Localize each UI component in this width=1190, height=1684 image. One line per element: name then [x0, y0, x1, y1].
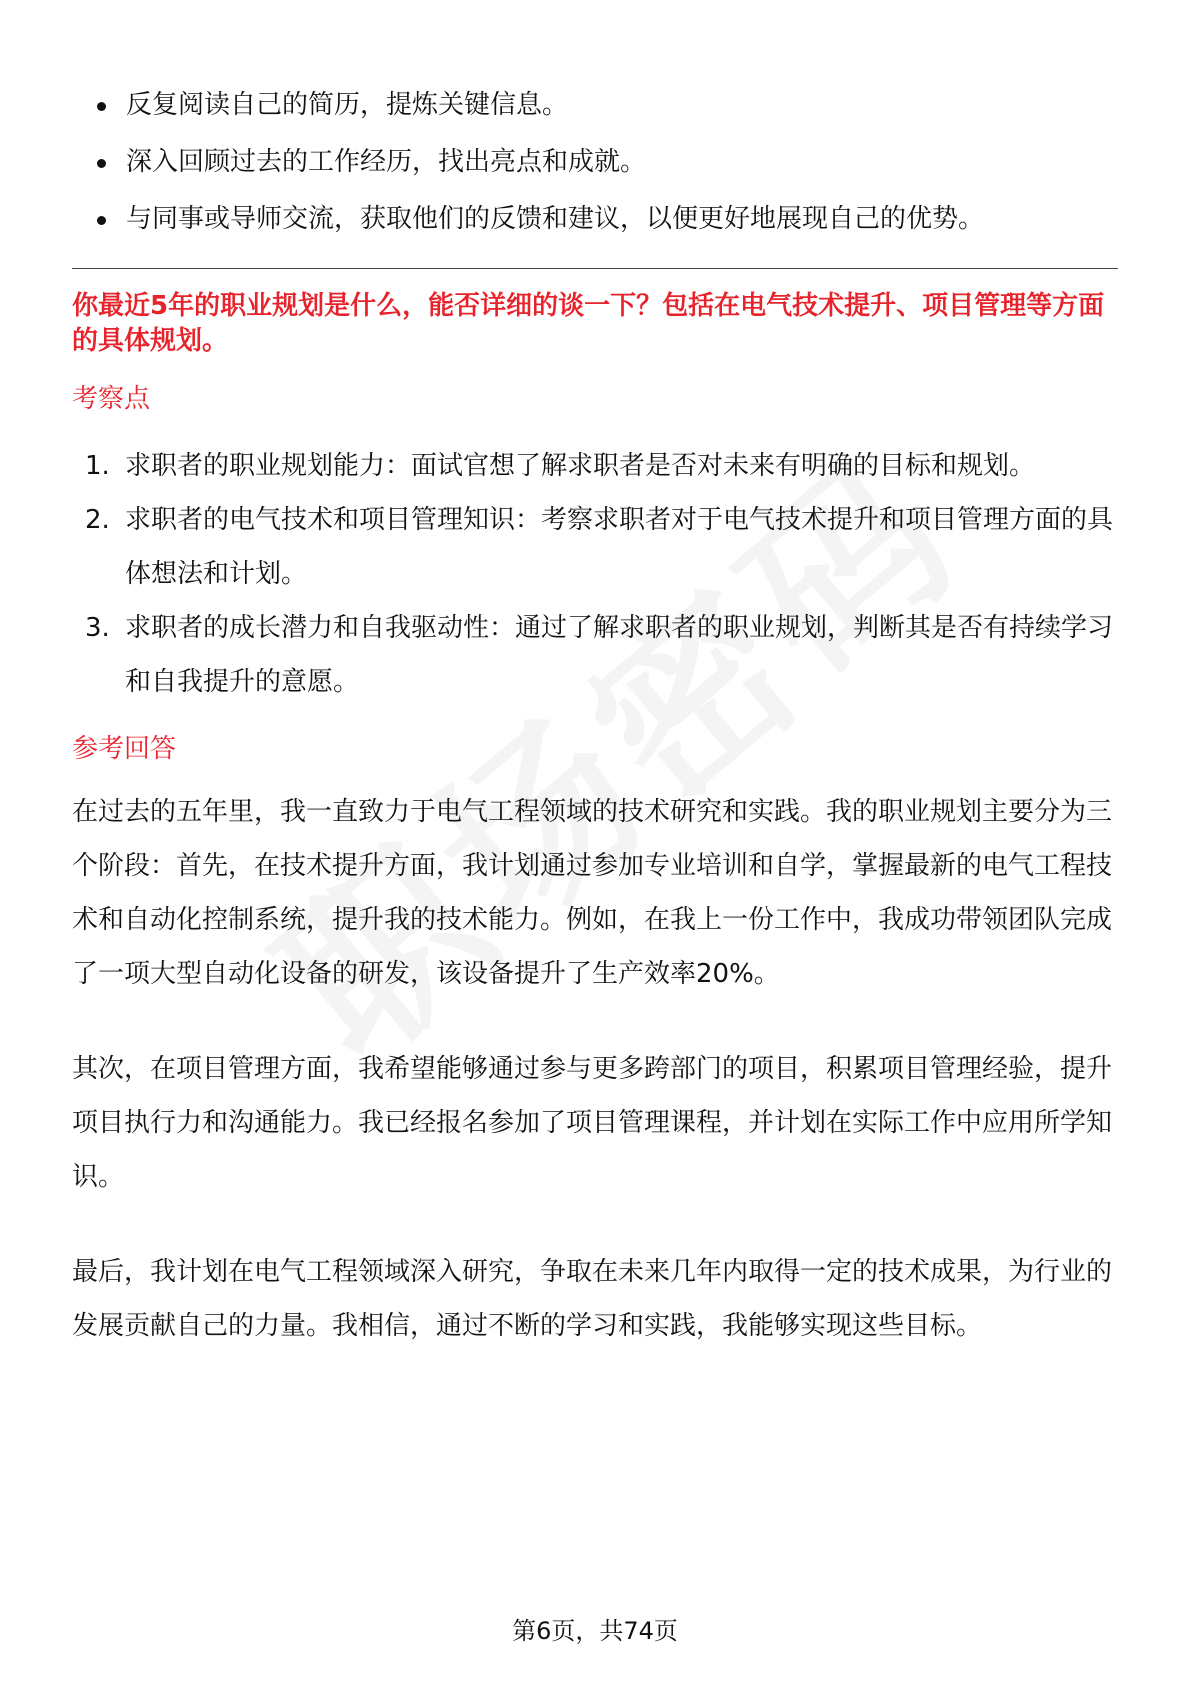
tips-list	[72, 86, 1118, 238]
focus-list	[72, 439, 1118, 709]
page-number: 第6页，共74页	[512, 1617, 678, 1645]
answer-paragraph: 在过去的五年里，我一直致力于电气工程领域的技术研究和实践。我的职业规划主要分为三个阶段：首先，在技术提升方面，我计划通过参加专业培训和自学，掌握最新的电气工程技术和自动化控制系统，提升我的技术能力。例如，在我上一份工作中，我成功带领团队完成了一项大型自动化设备的研发，该设备提升了生产效率20%。	[72, 797, 1113, 989]
document-page	[72, 86, 1118, 1353]
bullet-icon	[97, 159, 106, 168]
list-item-text: 与同事或导师交流，获取他们的反馈和建议，以便更好地展现自己的优势。	[126, 204, 985, 234]
list-item-text: 反复阅读自己的简历，提炼关键信息。	[126, 90, 569, 120]
list-item-text: 求职者的电气技术和项目管理知识：考察求职者对于电气技术提升和项目管理方面的具体想法和计划。	[125, 505, 1114, 589]
list-number: 1.	[85, 451, 110, 481]
answer-paragraph: 其次，在项目管理方面，我希望能够通过参与更多跨部门的项目，积累项目管理经验，提升项目执行力和沟通能力。我已经报名参加了项目管理课程，并计划在实际工作中应用所学知识。	[72, 1054, 1113, 1192]
answer-heading: 参考回答	[72, 734, 177, 764]
list-item	[72, 200, 1118, 238]
list-number: 3.	[85, 613, 110, 643]
list-number: 2.	[85, 505, 110, 535]
list-item	[72, 601, 1118, 709]
list-item-text: 求职者的成长潜力和自我驱动性：通过了解求职者的职业规划，判断其是否有持续学习和自我提升的意愿。	[125, 613, 1114, 697]
list-item-text: 深入回顾过去的工作经历，找出亮点和成就。	[126, 147, 647, 177]
answer-paragraph: 最后，我计划在电气工程领域深入研究，争取在未来几年内取得一定的技术成果，为行业的发展贡献自己的力量。我相信，通过不断的学习和实践，我能够实现这些目标。	[72, 1257, 1113, 1341]
bullet-icon	[97, 102, 106, 111]
list-item	[72, 143, 1118, 181]
list-item	[72, 86, 1118, 124]
section-divider	[72, 268, 1118, 269]
answer-body	[72, 785, 1118, 1353]
interview-question: 你最近5年的职业规划是什么，能否详细的谈一下？包括在电气技术提升、项目管理等方面的具体规划。	[72, 291, 1105, 356]
bullet-icon	[97, 216, 106, 225]
focus-heading: 考察点	[72, 384, 151, 414]
list-item-text: 求职者的职业规划能力：面试官想了解求职者是否对未来有明确的目标和规划。	[125, 451, 1036, 481]
list-item	[72, 493, 1118, 601]
list-item	[72, 439, 1118, 493]
